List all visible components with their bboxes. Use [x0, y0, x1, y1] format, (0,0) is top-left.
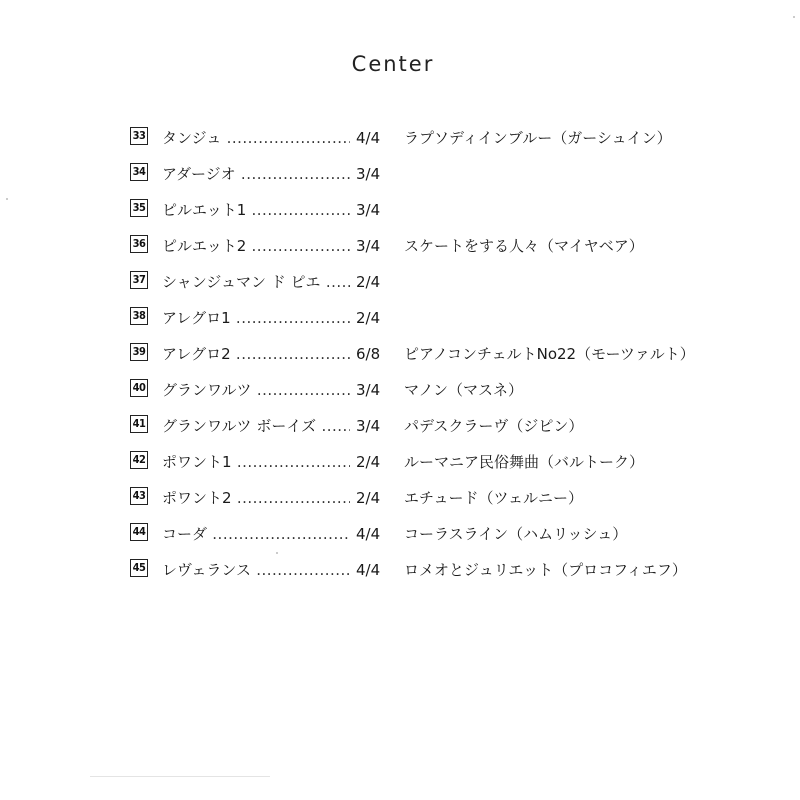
track-piece: ラプソディインブルー（ガーシュイン）: [404, 129, 672, 147]
track-piece: コーラスライン（ハムリッシュ）: [404, 525, 628, 543]
track-number: 37: [130, 271, 148, 289]
track-number: 36: [130, 235, 148, 253]
track-number: 43: [130, 487, 148, 505]
track-piece: スケートをする人々（マイヤベア）: [404, 237, 644, 255]
scan-speck: [793, 16, 795, 18]
track-row: [128, 120, 748, 156]
scan-speck: [90, 776, 270, 777]
track-name: アダージオ .....: [162, 164, 350, 184]
track-meter: 6/8: [353, 344, 380, 364]
track-row: [128, 552, 748, 588]
track-piece: ロメオとジュリエット（プロコフィエフ）: [404, 561, 687, 579]
scan-speck: [6, 198, 8, 200]
track-name: タンジュ .....: [162, 128, 350, 148]
track-row: [128, 372, 748, 408]
track-meter: 2/4: [353, 308, 380, 328]
track-number: 38: [130, 307, 148, 325]
scan-speck: [276, 552, 278, 554]
track-meter: 3/4: [353, 236, 380, 256]
track-row: [128, 480, 748, 516]
track-row: [128, 264, 748, 300]
track-name: ピルエット2 .....: [162, 236, 350, 256]
track-name: ポワント1 .....: [162, 452, 350, 472]
track-name: グランワルツ ボーイズ .....: [162, 416, 350, 436]
track-number: 41: [130, 415, 148, 433]
track-piece: マノン（マスネ）: [404, 381, 523, 399]
track-row: [128, 192, 748, 228]
track-row: [128, 444, 748, 480]
track-number: 44: [130, 523, 148, 541]
track-row: [128, 228, 748, 264]
track-name: レヴェランス .....: [162, 560, 350, 580]
track-number: 33: [130, 127, 148, 145]
track-name: アレグロ2 .....: [162, 344, 350, 364]
track-name: ピルエット1 .....: [162, 200, 350, 220]
track-piece: パデスクラーヴ（ジピン）: [404, 417, 584, 435]
track-meter: 3/4: [353, 200, 380, 220]
track-name: アレグロ1 .....: [162, 308, 350, 328]
track-meter: 3/4: [353, 380, 380, 400]
track-meter: 2/4: [353, 488, 380, 508]
track-row: [128, 516, 748, 552]
track-number: 39: [130, 343, 148, 361]
track-meter: 3/4: [353, 164, 380, 184]
track-meter: 4/4: [353, 524, 380, 544]
page-title: Center: [351, 52, 435, 76]
track-row: [128, 300, 748, 336]
track-row: [128, 408, 748, 444]
track-name: コーダ .....: [162, 524, 350, 544]
track-meter: 3/4: [353, 416, 380, 436]
track-number: 45: [130, 559, 148, 577]
track-list: [128, 120, 748, 588]
track-name: グランワルツ .....: [162, 380, 350, 400]
track-piece: エチュード（ツェルニー）: [404, 489, 583, 507]
track-name: シャンジュマン ド ピエ .....: [162, 272, 350, 292]
track-number: 40: [130, 379, 148, 397]
track-meter: 4/4: [353, 560, 380, 580]
track-number: 34: [130, 163, 148, 181]
track-number: 35: [130, 199, 148, 217]
track-meter: 4/4: [353, 128, 380, 148]
track-row: [128, 156, 748, 192]
track-meter: 2/4: [353, 452, 380, 472]
track-row: [128, 336, 748, 372]
track-piece: ルーマニア民俗舞曲（バルトーク）: [404, 453, 645, 471]
track-number: 42: [130, 451, 148, 469]
track-piece: ピアノコンチェルトNo22（モーツァルト）: [404, 345, 695, 363]
track-name: ポワント2 .....: [162, 488, 350, 508]
track-meter: 2/4: [353, 272, 380, 292]
